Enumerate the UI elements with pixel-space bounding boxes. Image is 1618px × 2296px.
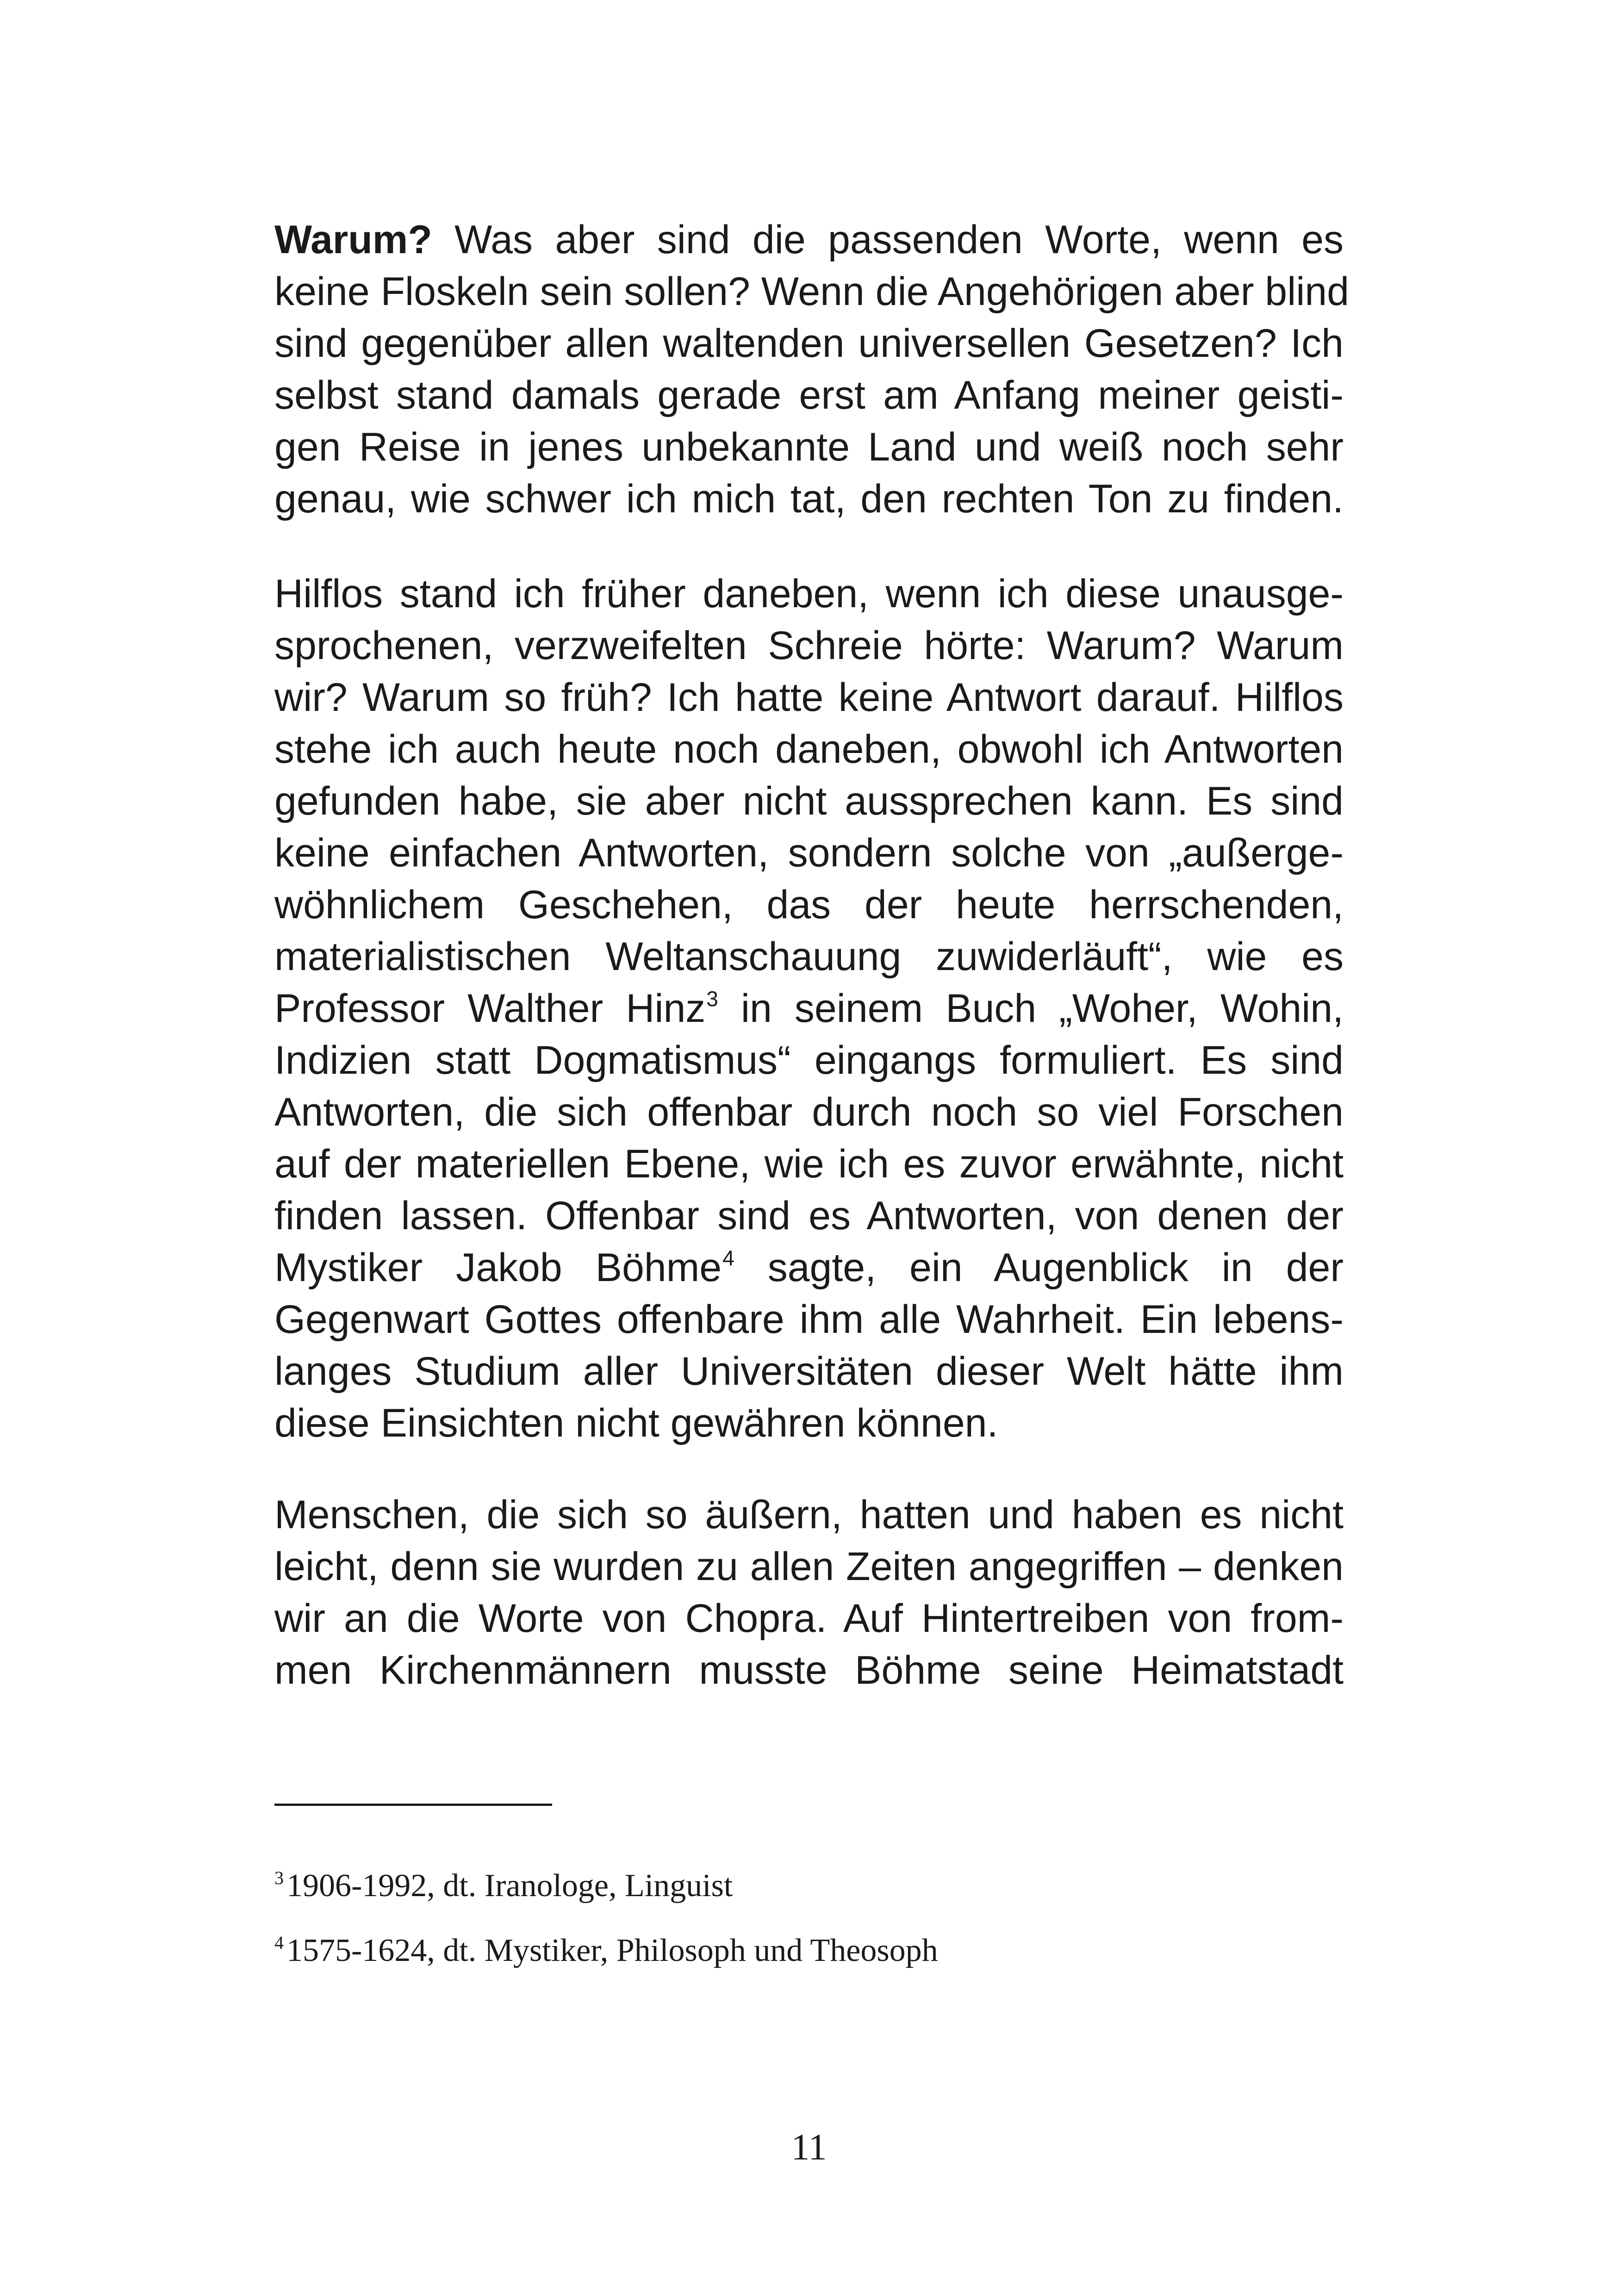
footnote-number: 4 [274,1932,284,1953]
page-number: 11 [791,2127,827,2168]
footnote-number: 3 [274,1867,284,1888]
footnote-text: 1906-1992, dt. Iranologe, Linguist [286,1868,733,1904]
text-line: wir? Warum so früh? Ich hatte keine Antwort darauf. Hilflos [274,675,1344,720]
text-line: gefunden habe, sie aber nicht aussprechen kann. Es sind [274,779,1344,823]
text-line: genau, wie schwer ich mich tat, den rechten Ton zu finden. [274,477,1344,521]
text-line: sprochenen, verzweifelten Schreie hörte: Warum? Warum [274,623,1344,668]
text-line: diese Einsichten nicht gewähren können. [274,1401,998,1445]
text-line: auf der materiellen Ebene, wie ich es zuvor erwähnte, nicht [274,1142,1344,1186]
footnote-separator [274,1804,552,1806]
footnote-4 [274,1930,1339,1972]
paragraph-1 [274,214,1349,525]
text-line: leicht, denn sie wurden zu allen Zeiten angegriffen – denken [274,1544,1344,1589]
text-line [274,1242,1344,1294]
line-text: in seinem Buch „Woher, Wohin, [718,986,1344,1031]
text-line: Gegenwart Gottes offenbare ihm alle Wahrheit. Ein lebens- [274,1297,1344,1342]
text-line [274,214,1344,266]
text-line: gen Reise in jenes unbekannte Land und weiß noch sehr [274,425,1344,469]
line-text: Professor Walther Hinz [274,986,706,1031]
paragraph-2 [274,568,1344,1449]
text-line [274,983,1344,1034]
bold-lead-word: Warum? [274,218,432,262]
text-line: Hilflos stand ich früher daneben, wenn ich diese unausge- [274,572,1344,616]
footnote-reference-4[interactable]: 4 [722,1246,734,1270]
text-line: langes Studium aller Universitäten dieser Welt hätte ihm [274,1349,1344,1394]
paragraph-3 [274,1489,1344,1696]
footnote-text: 1575-1624, dt. Mystiker, Philosoph und Theosoph [286,1933,938,1968]
text-line: wir an die Worte von Chopra. Auf Hintertreiben von from- [274,1596,1344,1641]
footnote-3 [274,1865,1339,1907]
footnotes [274,1865,1339,1972]
text-line: Menschen, die sich so äußern, hatten und haben es nicht [274,1493,1344,1537]
text-line: finden lassen. Offenbar sind es Antworten, von denen der [274,1194,1344,1238]
text-line: keine einfachen Antworten, sondern solche von „außerge- [274,831,1344,875]
line-text: sagte, ein Augenblick in der [734,1245,1344,1290]
text-line: materialistischen Weltanschauung zuwiderläuft“, wie es [274,934,1344,979]
text-line: Indizien statt Dogmatismus“ eingangs formuliert. Es sind [274,1038,1344,1083]
text-line: sind gegenüber allen waltenden universellen Gesetzen? Ich [274,321,1344,366]
text-line: wöhnlichem Geschehen, das der heute herrschenden, [274,883,1344,927]
text-line: men Kirchenmännern musste Böhme seine Heimatstadt [274,1648,1344,1692]
line-text: Mystiker Jakob Böhme [274,1245,722,1290]
text-line: selbst stand damals gerade erst am Anfang meiner geisti- [274,373,1344,417]
text-line: stehe ich auch heute noch daneben, obwohl ich Antworten [274,727,1344,772]
footnote-reference-3[interactable]: 3 [706,987,718,1011]
text-line: keine Floskeln sein sollen? Wenn die Angehörigen aber blind [274,269,1349,314]
line-text: Was aber sind die passenden Worte, wenn es [432,218,1344,262]
text-line: Antworten, die sich offenbar durch noch so viel Forschen [274,1090,1344,1134]
